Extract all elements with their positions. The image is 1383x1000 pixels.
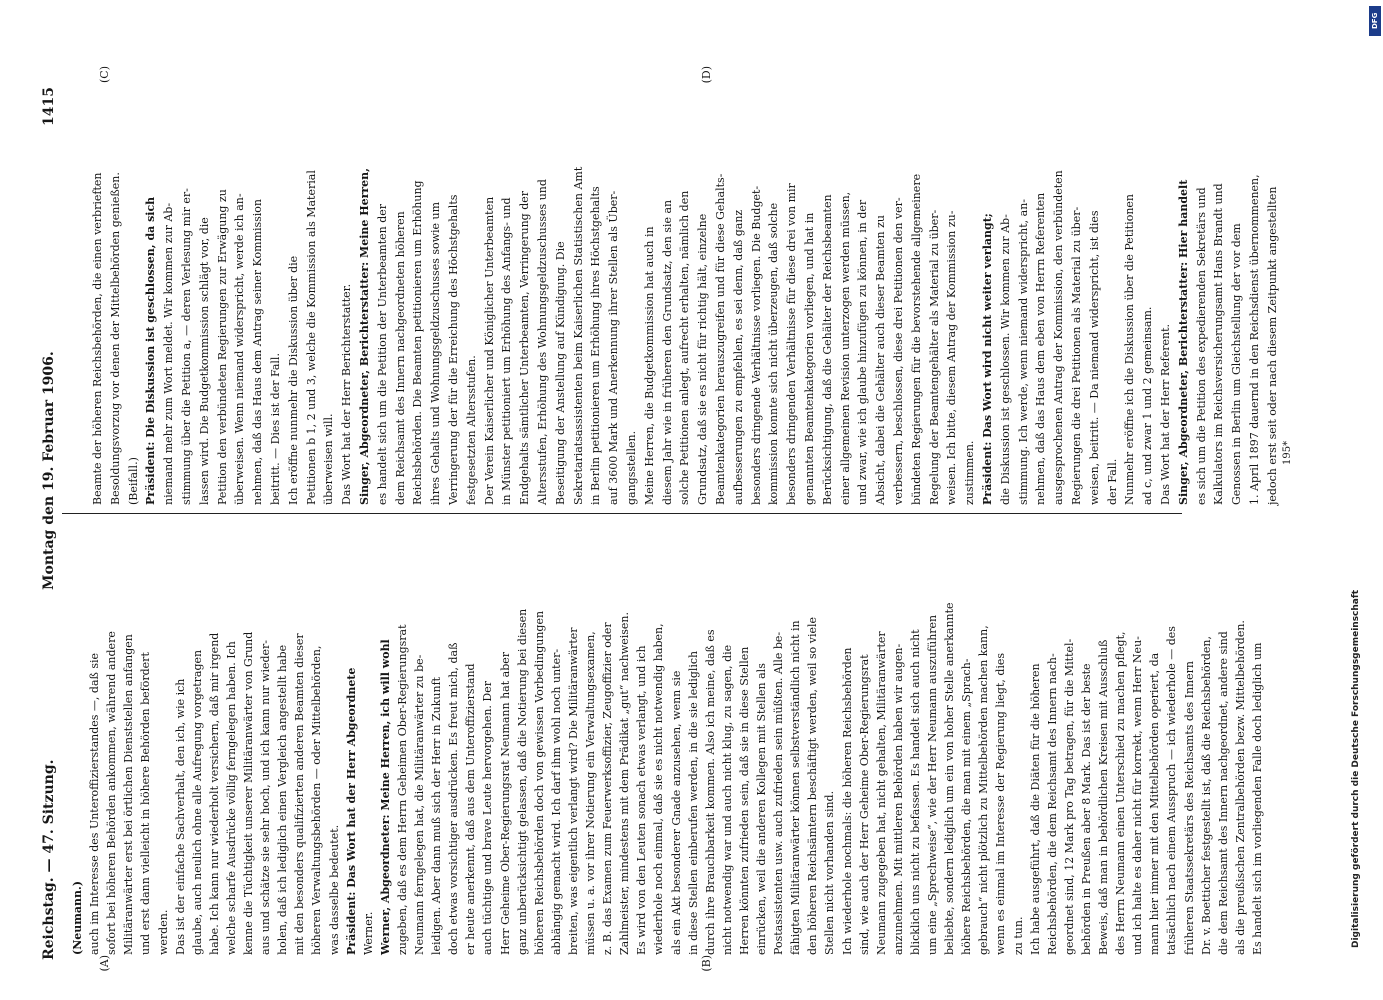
- text-line: sind, wie auch der Herr Geheime Ober-Regierungsrat: [857, 654, 871, 955]
- text-line: Der Verein Kaiserlicher und Königlicher Unterbeamten: [482, 196, 496, 505]
- text-line: nehmen, daß das Haus dem Antrag seiner Kommission: [251, 198, 265, 505]
- text-line: in diese Stellen einberufen werden, in die sie lediglich: [686, 650, 700, 955]
- text-line: stimmung. Ich werde, wenn niemand widerspricht, an-: [1016, 198, 1030, 505]
- text-line: dem Reichsamt des Innern nachgeordneten höheren: [393, 211, 407, 505]
- dfg-logo: DFG: [1369, 6, 1381, 36]
- text-line: ganz unberücksichtigt gelassen, daß die Notierung bei diesen: [515, 608, 529, 955]
- text-line: nehmen, daß das Haus dem eben von Herrn Referenten: [1034, 192, 1048, 505]
- text-line: als ein Akt besonderer Gnade anzusehen, wenn sie: [669, 670, 683, 955]
- text-line: z. B. das Examen zum Feuerwerksoffizier, Zeugoffizier oder: [601, 622, 615, 955]
- text-line: Altersstufen, Erhöhung des Wohnungsgeldzuschusses und: [536, 179, 549, 505]
- margin-letter-c: (C): [98, 66, 111, 83]
- text-line: Berücksichtigung, daß die Gehälter der Reichsbeamten: [820, 194, 834, 505]
- text-line: Es handelt sich im vorliegenden Falle doch lediglich um: [1250, 642, 1264, 955]
- text-line: doch etwas vorsichtiger ausdrücken. Es freut mich, daß: [447, 642, 461, 955]
- text-line: die dem Reichsamt des Innern nachgeordnet, andere sind: [1216, 631, 1230, 955]
- text-line: beliebte, sondern lediglich um ein von hoher Stelle anerkannte: [943, 602, 957, 955]
- text-line: einrücken, weil die anderen Kollegen mit Stellen als: [755, 663, 768, 955]
- text-line: müssen u. a. vor ihrer Notierung ein Verwaltungsexamen,: [584, 631, 597, 955]
- text-line: überweisen will.: [322, 413, 336, 505]
- text-line: zu tun.: [1011, 916, 1025, 955]
- text-line: früheren Staatssekretärs des Reichsamts des Innern: [1182, 661, 1196, 955]
- text-line: Genossen in Berlin um Gleichstellung der vor dem: [1230, 223, 1244, 505]
- margin-letter-d: (D): [700, 66, 713, 84]
- text-line: Das Wort hat der Herr Berichterstatter.: [340, 283, 354, 505]
- text-line: kommission konnte sich nicht überzeugen, daß solche: [767, 202, 781, 505]
- text-line: Petitionen b 1, 2 und 3, welche die Kommission als Material: [304, 170, 318, 505]
- running-header-right: Montag den 19. Februar 1906.: [41, 351, 57, 590]
- text-line: Es wird von den Leuten sonach etwas verlangt, und ich: [635, 645, 649, 955]
- text-line: Besoldungsvorzug vor denen der Mittelbehörden genießen.: [108, 172, 122, 505]
- text-line: einer allgemeinen Revision unterzogen werden müssen,: [838, 191, 852, 505]
- text-line: ad c, und zwar 1 und 2 gemeinsam.: [1141, 306, 1155, 505]
- text-line: Grundsatz, daß sie es nicht für richtig hält, einzelne: [696, 213, 710, 505]
- text-line: Dr. v. Boetticher festgestellt ist, daß die Reichsbehörden,: [1199, 635, 1213, 955]
- text-line: Präsident: Das Wort wird nicht weiter verlangt;: [981, 213, 994, 505]
- text-line: breiten, was eigentlich verlangt wird? Die Militäranwärter: [566, 627, 580, 955]
- text-line: Präsident: Das Wort hat der Herr Abgeordnete: [344, 667, 358, 955]
- text-line: wiederhole noch einmal, daß sie es nicht notwendig haben,: [652, 623, 666, 955]
- text-line: Reichsbehörden, die dem Reichsamt des Innern nach-: [1045, 653, 1059, 955]
- text-line: er heute anerkennt, daß aus dem Unteroffizierstand: [464, 663, 478, 955]
- text-line: wenn es einmal im Interesse der Regierung liegt, dies: [994, 652, 1008, 955]
- text-line: tatsächlich nach einem Ausspruch — ich wiederhole — des: [1165, 626, 1179, 955]
- text-line: Herr Geheime Ober-Regierungsrat Neumann hat aber: [498, 651, 512, 955]
- text-line: auch tüchtige und brave Leute hervorgehen. Der: [481, 681, 495, 955]
- text-line: (Beifall.): [126, 457, 140, 505]
- text-line: solche Petitionen anlegt, aufrecht erhalten, nämlich den: [678, 190, 692, 505]
- page-number: 1415: [41, 87, 57, 126]
- text-line: stimmung über die Petition a, — deren Verlesung mir er-: [180, 188, 193, 505]
- text-line: um eine „Sprechweise“, wie der Herr Neumann auszuführen: [926, 614, 939, 955]
- text-line: leidigen. Aber dann muß sich der Herr in Zukunft: [430, 676, 444, 955]
- text-line: gebrauch“ nicht plötzlich zu Mittelbehörden machen kann,: [977, 625, 991, 955]
- text-line: Beweis, daß man in behördlichen Kreisen mit Ausschluß: [1097, 639, 1110, 955]
- text-line: Postassistenten usw. auch zufrieden sein müßten. Alle be-: [772, 631, 786, 955]
- text-line: als die preußischen Zentralbehörden bezw. Mittelbehörden.: [1233, 620, 1247, 955]
- text-line: 1. April 1897 dauernd in den Reichsdienst übernommenen,: [1248, 174, 1261, 505]
- text-line: Ich eröffne nunmehr die Diskussion über die: [286, 255, 300, 505]
- text-line: und erst dann vielleicht in höhere Behörden befördert: [139, 652, 153, 955]
- text-line: diesem Jahr wie in früheren den Grundsatz, den sie an: [660, 199, 674, 505]
- text-line: geordnet sind, 12 Mark pro Tag betragen, für die Mittel-: [1062, 638, 1076, 955]
- text-line: Stellen nicht vorhanden sind.: [823, 790, 837, 955]
- text-line: besonders dringenden Verhältnisse für diese drei von mir: [785, 183, 799, 505]
- text-line: Herren könnten zufrieden sein, daß sie in diese Stellen: [737, 646, 751, 955]
- text-line: ihres Gehalts und Wohnungsgeldzuschusses sowie um: [429, 201, 443, 505]
- text-line: Ich wiederhole nochmals: die höheren Reichsbehörden: [840, 647, 854, 955]
- text-line: auch im Interesse des Unteroffizierstandes —, daß sie: [88, 652, 102, 955]
- text-line: mit den besonders qualifizierten anderen Beamten dieser: [293, 633, 307, 955]
- text-line: habe. Ich kann nur wiederholt versichern, daß mir irgend: [207, 632, 221, 955]
- text-line: Singer, Abgeordneter, Berichterstatter: Meine Herren,: [358, 167, 371, 505]
- text-line: besonders dringende Verhältnisse vorliegen. Die Budget-: [749, 185, 763, 505]
- text-line: bündeten Regierungen für die bevorstehende allgemeinere: [909, 173, 923, 505]
- text-line: (Neumann.): [71, 880, 84, 955]
- text-line: Beamte der höheren Reichsbehörden, die einen verbrieften: [91, 172, 104, 505]
- text-line: und ich halte es daher nicht für korrekt, wenn Herr Neu-: [1131, 636, 1145, 955]
- text-line: höheren Reichsbehörden doch von gewissen Vorbedingungen: [532, 610, 546, 955]
- text-line: fähigten Militäranwärter können selbstverständlich nicht in: [789, 620, 803, 955]
- text-line: beitritt. — Dies ist der Fall.: [269, 353, 282, 505]
- text-line: zustimmen.: [963, 440, 977, 505]
- text-line: Verringerung der für die Erreichung des Höchstgehalts: [447, 194, 460, 505]
- text-line: weisen, beitritt. — Da niemand widerspricht, ist dies: [1087, 210, 1101, 505]
- text-line: und zwar, wie ich glaube hinzufügen zu können, in der: [856, 199, 870, 505]
- text-line: Werner, Abgeordneter: Meine Herren, ich will wohl: [378, 639, 392, 955]
- text-line: anzunehmen. Mit mittleren Behörden haben wir augen-: [891, 643, 905, 955]
- text-line: den höheren Reichsämtern beschäftigt werden, weil so viele: [806, 616, 820, 955]
- text-line: es handelt sich um die Petition der Unterbeamten der: [375, 203, 389, 505]
- text-line: Absicht, dabei die Gehälter auch dieser Beamten zu: [874, 214, 888, 505]
- text-line: abhängig gemacht wird. Ich darf ihm wohl noch unter-: [549, 648, 563, 955]
- margin-letter-b: (B): [700, 955, 713, 972]
- text-line: festgesetzten Altersstufen.: [464, 355, 478, 505]
- text-line: blicklich uns nicht zu befassen. Es handelt sich auch nicht: [908, 629, 922, 955]
- text-line: was dasselbe bedeutet.: [327, 824, 341, 955]
- text-line: Neumann ferngelegen hat, die Militäranwärter zu be-: [413, 654, 426, 955]
- text-line: Reichsbehörden. Die Beamten petitionieren um Erhöhung: [411, 180, 425, 505]
- text-line: Zahlmeister, mindestens mit dem Prädikat „gut“ nachweisen.: [618, 612, 632, 955]
- text-line: durch ihre Brauchbarkeit kommen. Also ich meine, daß es: [703, 629, 717, 955]
- text-line: Meine Herren, die Budgetkommission hat auch in: [642, 226, 656, 505]
- text-line: höhere Reichsbehörden, die man mit einem „Sprach-: [960, 658, 974, 955]
- column-divider: [62, 513, 1182, 514]
- text-line: überweisen. Wenn niemand widerspricht, werde ich an-: [233, 193, 247, 505]
- text-line: zugeben, daß es dem Herrn Geheimen Ober-Regierungsrat: [395, 624, 409, 955]
- text-line: auf 3600 Mark und Anerkennung ihrer Stellen als Über-: [607, 190, 621, 505]
- text-line: der Fall.: [1105, 458, 1119, 505]
- text-line: jedoch erst seit oder nach diesem Zeitpunkt angestellten: [1265, 186, 1279, 505]
- text-line: in Münster petitioniert um Erhöhung des Anfangs- und: [500, 197, 514, 505]
- text-line: weisen. Ich bitte, diesem Antrag der Kommission zu-: [945, 210, 959, 505]
- text-line: ausgesprochenen Antrag der Kommission, den verbündeten: [1052, 170, 1066, 505]
- text-line: glaube, auch neulich ohne alle Aufregung vorgetragen: [190, 649, 204, 955]
- text-line: welche scharfe Ausdrücke völlig ferngelegen haben. Ich: [224, 641, 238, 955]
- text-line: behörden in Preußen aber 8 Mark. Das ist der beste: [1079, 663, 1093, 955]
- text-line: des Herrn Neumann einen Unterschied zu machen pflegt,: [1114, 631, 1128, 955]
- text-line: Regierungen die drei Petitionen als Material zu über-: [1070, 206, 1083, 505]
- text-line: werden.: [156, 909, 170, 955]
- text-line: holen, daß ich lediglich einen Vergleich angestellt habe: [276, 644, 290, 955]
- text-line: die Diskussion ist geschlossen. Wir kommen zur Ab-: [998, 214, 1012, 505]
- text-line: es sich um die Petition des expedierenden Sekretärs und: [1194, 187, 1208, 505]
- text-line: Das Wort hat der Herr Referent.: [1159, 323, 1172, 505]
- text-line: Beamtenkategorien herauszugreifen und für diese Gehalts-: [714, 173, 727, 505]
- margin-letter-a: (A): [98, 955, 111, 972]
- text-line: Petition den verbündeten Regierungen zur Erwägung zu: [215, 189, 229, 505]
- text-line: kenne die Tüchtigkeit unserer Militäranwärter von Grund: [242, 631, 255, 955]
- text-line: Kalkulators im Reichsversicherungsamt Hans Brandt und: [1212, 183, 1226, 505]
- text-line: Neumann zugegeben hat, nicht gehalten, Militäranwärter: [874, 631, 888, 955]
- running-header-left: Reichstag. — 47. Sitzung.: [41, 759, 57, 960]
- text-line: genannten Beamtenkategorien vorliegen, und hat in: [803, 212, 816, 505]
- text-line: Das ist der einfache Sachverhalt, den ich, wie ich: [173, 678, 187, 955]
- digitization-note: Digitalisierung gefördert durch die Deutsche Forschungsgemeinschaft: [1351, 589, 1361, 948]
- text-line: aus und schätze sie sehr hoch, und ich kann nur wieder-: [259, 639, 273, 955]
- text-line: sofort bei höheren Behörden ankommen, während andere: [105, 631, 119, 955]
- text-line: niemand mehr zum Wort meldet. Wir kommen zur Ab-: [162, 202, 176, 505]
- text-line: Beseitigung der Anstellung auf Kündigung. Die: [553, 241, 567, 505]
- text-line: Singer, Abgeordneter, Berichterstatter: Hier handelt: [1176, 179, 1190, 505]
- signature-mark: 195*: [1282, 440, 1293, 465]
- text-line: Präsident: Die Diskussion ist geschlossen, da sich: [144, 196, 158, 505]
- text-line: Werner.: [361, 911, 375, 955]
- text-line: lassen wird. Die Budgetkommission schlägt vor, die: [197, 217, 211, 505]
- text-line: Nunmehr eröffne ich die Diskussion über die Petitionen: [1123, 194, 1137, 505]
- text-line: verbessern, beschlossen, diese drei Petitionen den ver-: [892, 197, 905, 505]
- text-line: höheren Verwaltungsbehörden — oder Mittelbehörden,: [310, 645, 324, 955]
- text-line: mann hier immer mit den Mittelbehörden operiert, da: [1148, 652, 1162, 955]
- text-line: in Berlin petitionieren um Erhöhung ihres Höchstgehalts: [589, 186, 603, 505]
- text-line: Ich habe ausgeführt, daß die Diäten für die höheren: [1028, 663, 1042, 955]
- text-line: Regelung der Beamtengehälter als Material zu über-: [927, 209, 941, 505]
- text-line: gangsstellen.: [625, 430, 638, 505]
- text-line: Endgehalts sämtlicher Unterbeamten, Verringerung der: [518, 190, 532, 505]
- text-line: nicht notwendig war und auch nicht klug, zu sagen, die: [720, 644, 734, 955]
- text-line: aufbesserungen zu empfehlen, es sei denn, daß ganz: [731, 209, 745, 505]
- text-line: Sekretariatsassistenten beim Kaiserlichen Statistischen Amt: [571, 166, 585, 505]
- text-line: Militäranwärter erst bei örtlichen Dienststellen anfangen: [122, 634, 136, 955]
